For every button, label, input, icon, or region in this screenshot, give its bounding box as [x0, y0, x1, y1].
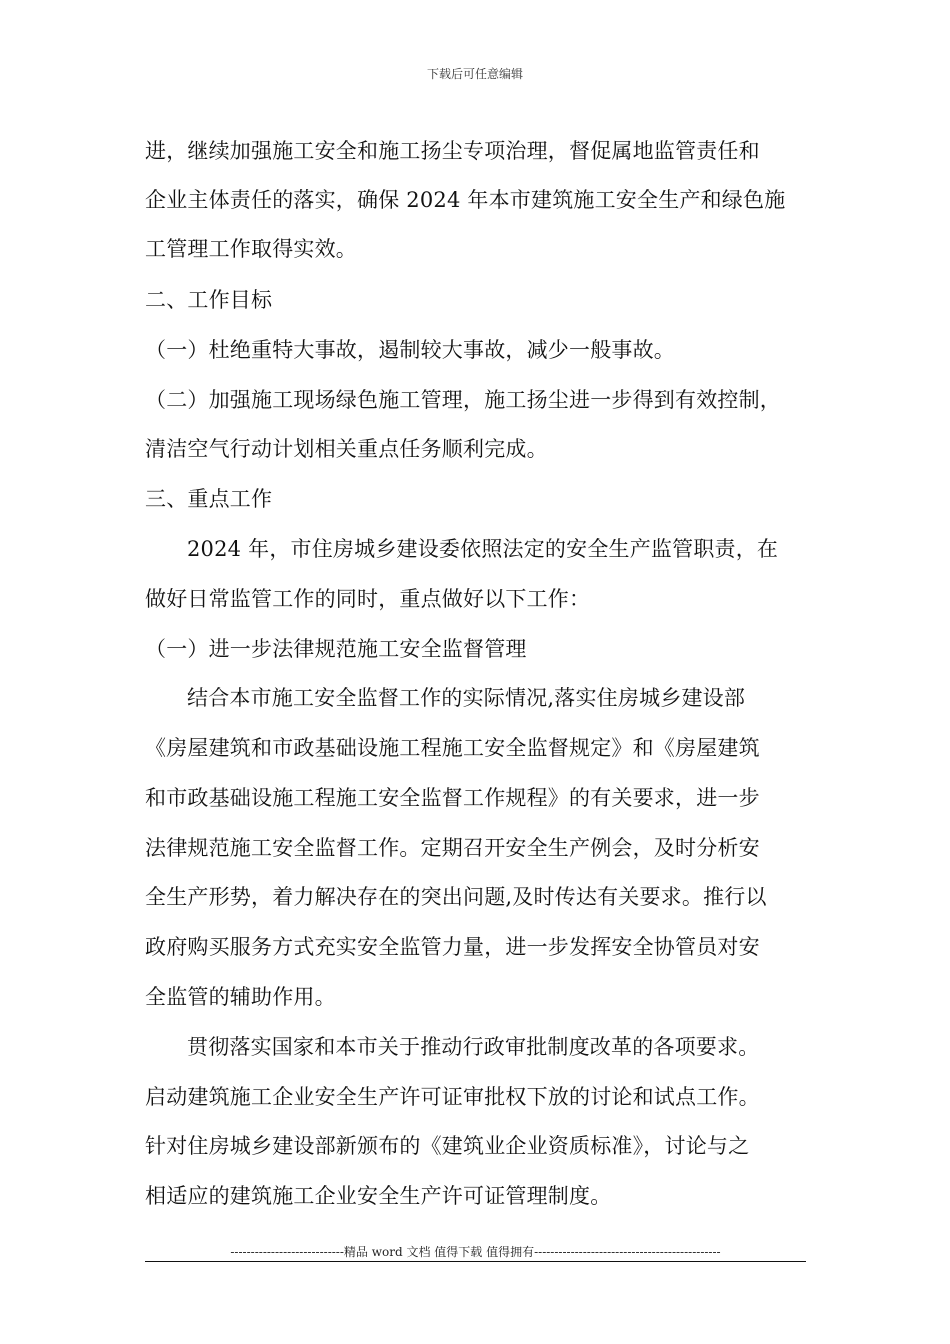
paragraph-line: 和市政基础设施工程施工安全监督工作规程》的有关要求，进一步: [145, 786, 760, 810]
list-item: （一）杜绝重特大事故，遏制较大事故，减少一般事故。: [145, 338, 675, 362]
paragraph-line: 做好日常监管工作的同时，重点做好以下工作：: [145, 587, 591, 611]
paragraph-line: 工管理工作取得实效。: [145, 237, 357, 261]
paragraph-line: 针对住房城乡建设部新颁布的《建筑业企业资质标准》，讨论与之: [145, 1134, 750, 1158]
paragraph-line: 进，继续加强施工安全和施工扬尘专项治理，督促属地监管责任和: [145, 139, 760, 163]
paragraph-line: 启动建筑施工企业安全生产许可证审批权下放的讨论和试点工作。: [145, 1085, 760, 1109]
subsection-heading: （一）进一步法律规范施工安全监督管理: [145, 637, 527, 661]
paragraph-line: 贯彻落实国家和本市关于推动行政审批制度改革的各项要求。: [187, 1035, 760, 1059]
section-heading: 二、工作目标: [145, 288, 273, 312]
page-footer: ----------------------------精品 word 文档 值得下载 值得拥有----------------------------------------------: [230, 1245, 721, 1259]
footer-divider: [145, 1261, 806, 1262]
paragraph-line: 《房屋建筑和市政基础设施工程施工安全监督规定》和《房屋建筑: [145, 736, 760, 760]
paragraph-line: 2024 年，市住房城乡建设委依照法定的安全生产监管职责，在: [187, 537, 779, 561]
paragraph-line: 相适应的建筑施工企业安全生产许可证管理制度。: [145, 1184, 612, 1208]
paragraph-line: 清洁空气行动计划相关重点任务顺利完成。: [145, 437, 548, 461]
paragraph-line: 全生产形势，着力解决存在的突出问题,及时传达有关要求。推行以: [145, 885, 767, 909]
paragraph-line: 企业主体责任的落实，确保 2024 年本市建筑施工安全生产和绿色施: [145, 188, 786, 212]
section-heading: 三、重点工作: [145, 487, 273, 511]
paragraph-line: 法律规范施工安全监督工作。定期召开安全生产例会，及时分析安: [145, 836, 760, 860]
list-item: （二）加强施工现场绿色施工管理，施工扬尘进一步得到有效控制，: [145, 388, 781, 412]
paragraph-line: 全监管的辅助作用。: [145, 985, 336, 1009]
paragraph-line: 结合本市施工安全监督工作的实际情况,落实住房城乡建设部: [187, 686, 746, 710]
page-header: 下载后可任意编辑: [426, 67, 523, 81]
paragraph-line: 政府购买服务方式充实安全监管力量，进一步发挥安全协管员对安: [145, 935, 760, 959]
